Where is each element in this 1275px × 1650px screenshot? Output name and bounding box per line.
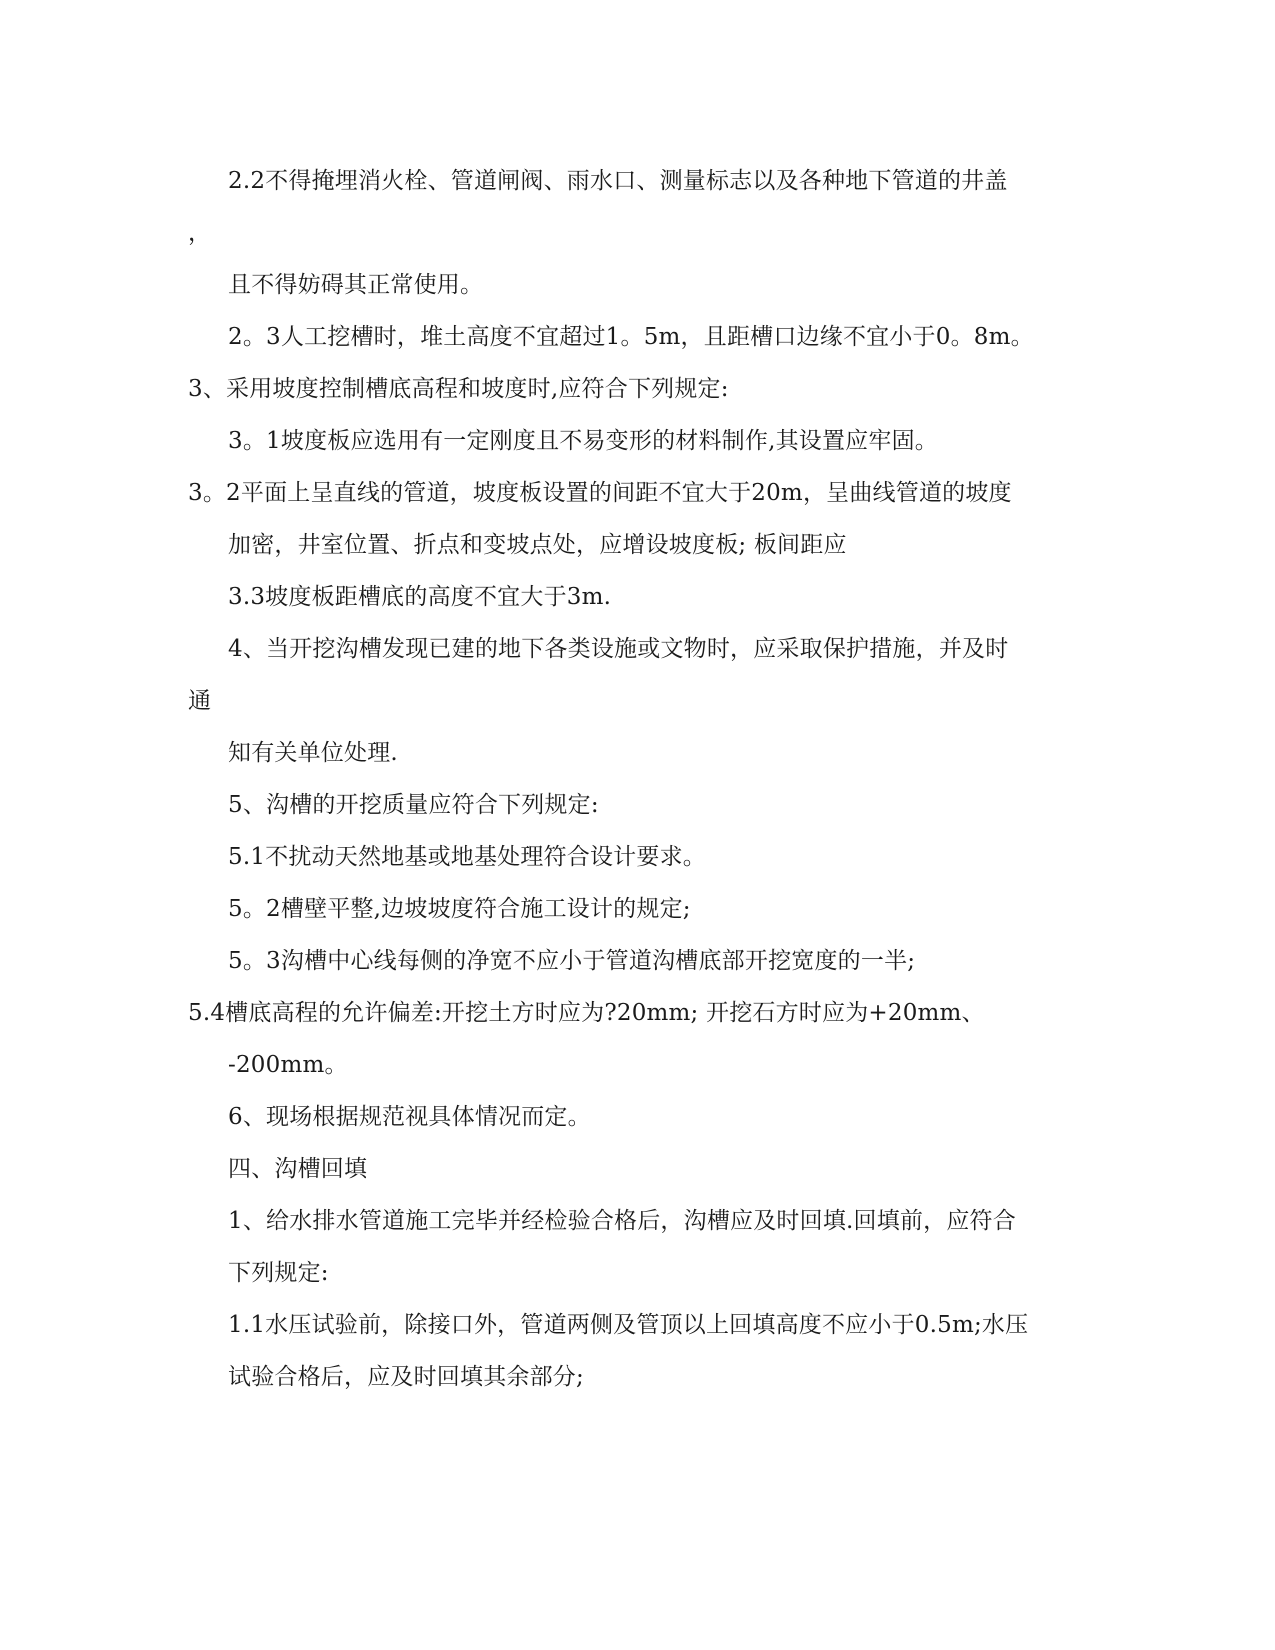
text-line: 3。2平面上呈直线的管道，坡度板设置的间距不宜大于20m，呈曲线管道的坡度	[188, 480, 1012, 506]
text-line: 5。2槽壁平整,边坡坡度符合施工设计的规定;	[228, 896, 691, 922]
text-line: 3、采用坡度控制槽底高程和坡度时,应符合下列规定:	[188, 376, 729, 402]
text-line: 通	[188, 688, 212, 714]
text-line: 5.4槽底高程的允许偏差:开挖土方时应为?20mm; 开挖石方时应为+20mm、	[188, 1000, 985, 1026]
text-line: 2.2不得掩埋消火栓、管道闸阀、雨水口、测量标志以及各种地下管道的井盖	[228, 168, 1008, 194]
text-line: 5。3沟槽中心线每侧的净宽不应小于管道沟槽底部开挖宽度的一半;	[228, 948, 916, 974]
text-line: 四、沟槽回填	[228, 1156, 368, 1182]
text-line: 且不得妨碍其正常使用。	[228, 272, 484, 298]
text-line: 3。1坡度板应选用有一定刚度且不易变形的材料制作,其设置应牢固。	[228, 428, 938, 454]
text-line: 3.3坡度板距槽底的高度不宜大于3m.	[228, 584, 612, 610]
text-line: 6、现场根据规范视具体情况而定。	[228, 1104, 591, 1130]
text-line: -200mm。	[228, 1052, 348, 1078]
text-line: ，	[188, 220, 212, 246]
text-line: 4、当开挖沟槽发现已建的地下各类设施或文物时，应采取保护措施，并及时	[228, 636, 1009, 662]
text-line: 知有关单位处理.	[228, 740, 398, 766]
text-line: 5.1不扰动天然地基或地基处理符合设计要求。	[228, 844, 706, 870]
text-line: 下列规定:	[228, 1260, 329, 1286]
text-line: 试验合格后，应及时回填其余部分;	[228, 1364, 584, 1390]
text-line: 1、给水排水管道施工完毕并经检验合格后，沟槽应及时回填.回填前，应符合	[228, 1208, 1016, 1234]
text-line: 1.1水压试验前，除接口外，管道两侧及管顶以上回填高度不应小于0.5m;水压	[228, 1312, 1029, 1338]
text-line: 2。3人工挖槽时，堆土高度不宜超过1。5m，且距槽口边缘不宜小于0。8m。	[228, 324, 1034, 350]
text-line: 5、沟槽的开挖质量应符合下列规定:	[228, 792, 599, 818]
text-line: 加密，井室位置、折点和变坡点处，应增设坡度板; 板间距应	[228, 532, 847, 558]
